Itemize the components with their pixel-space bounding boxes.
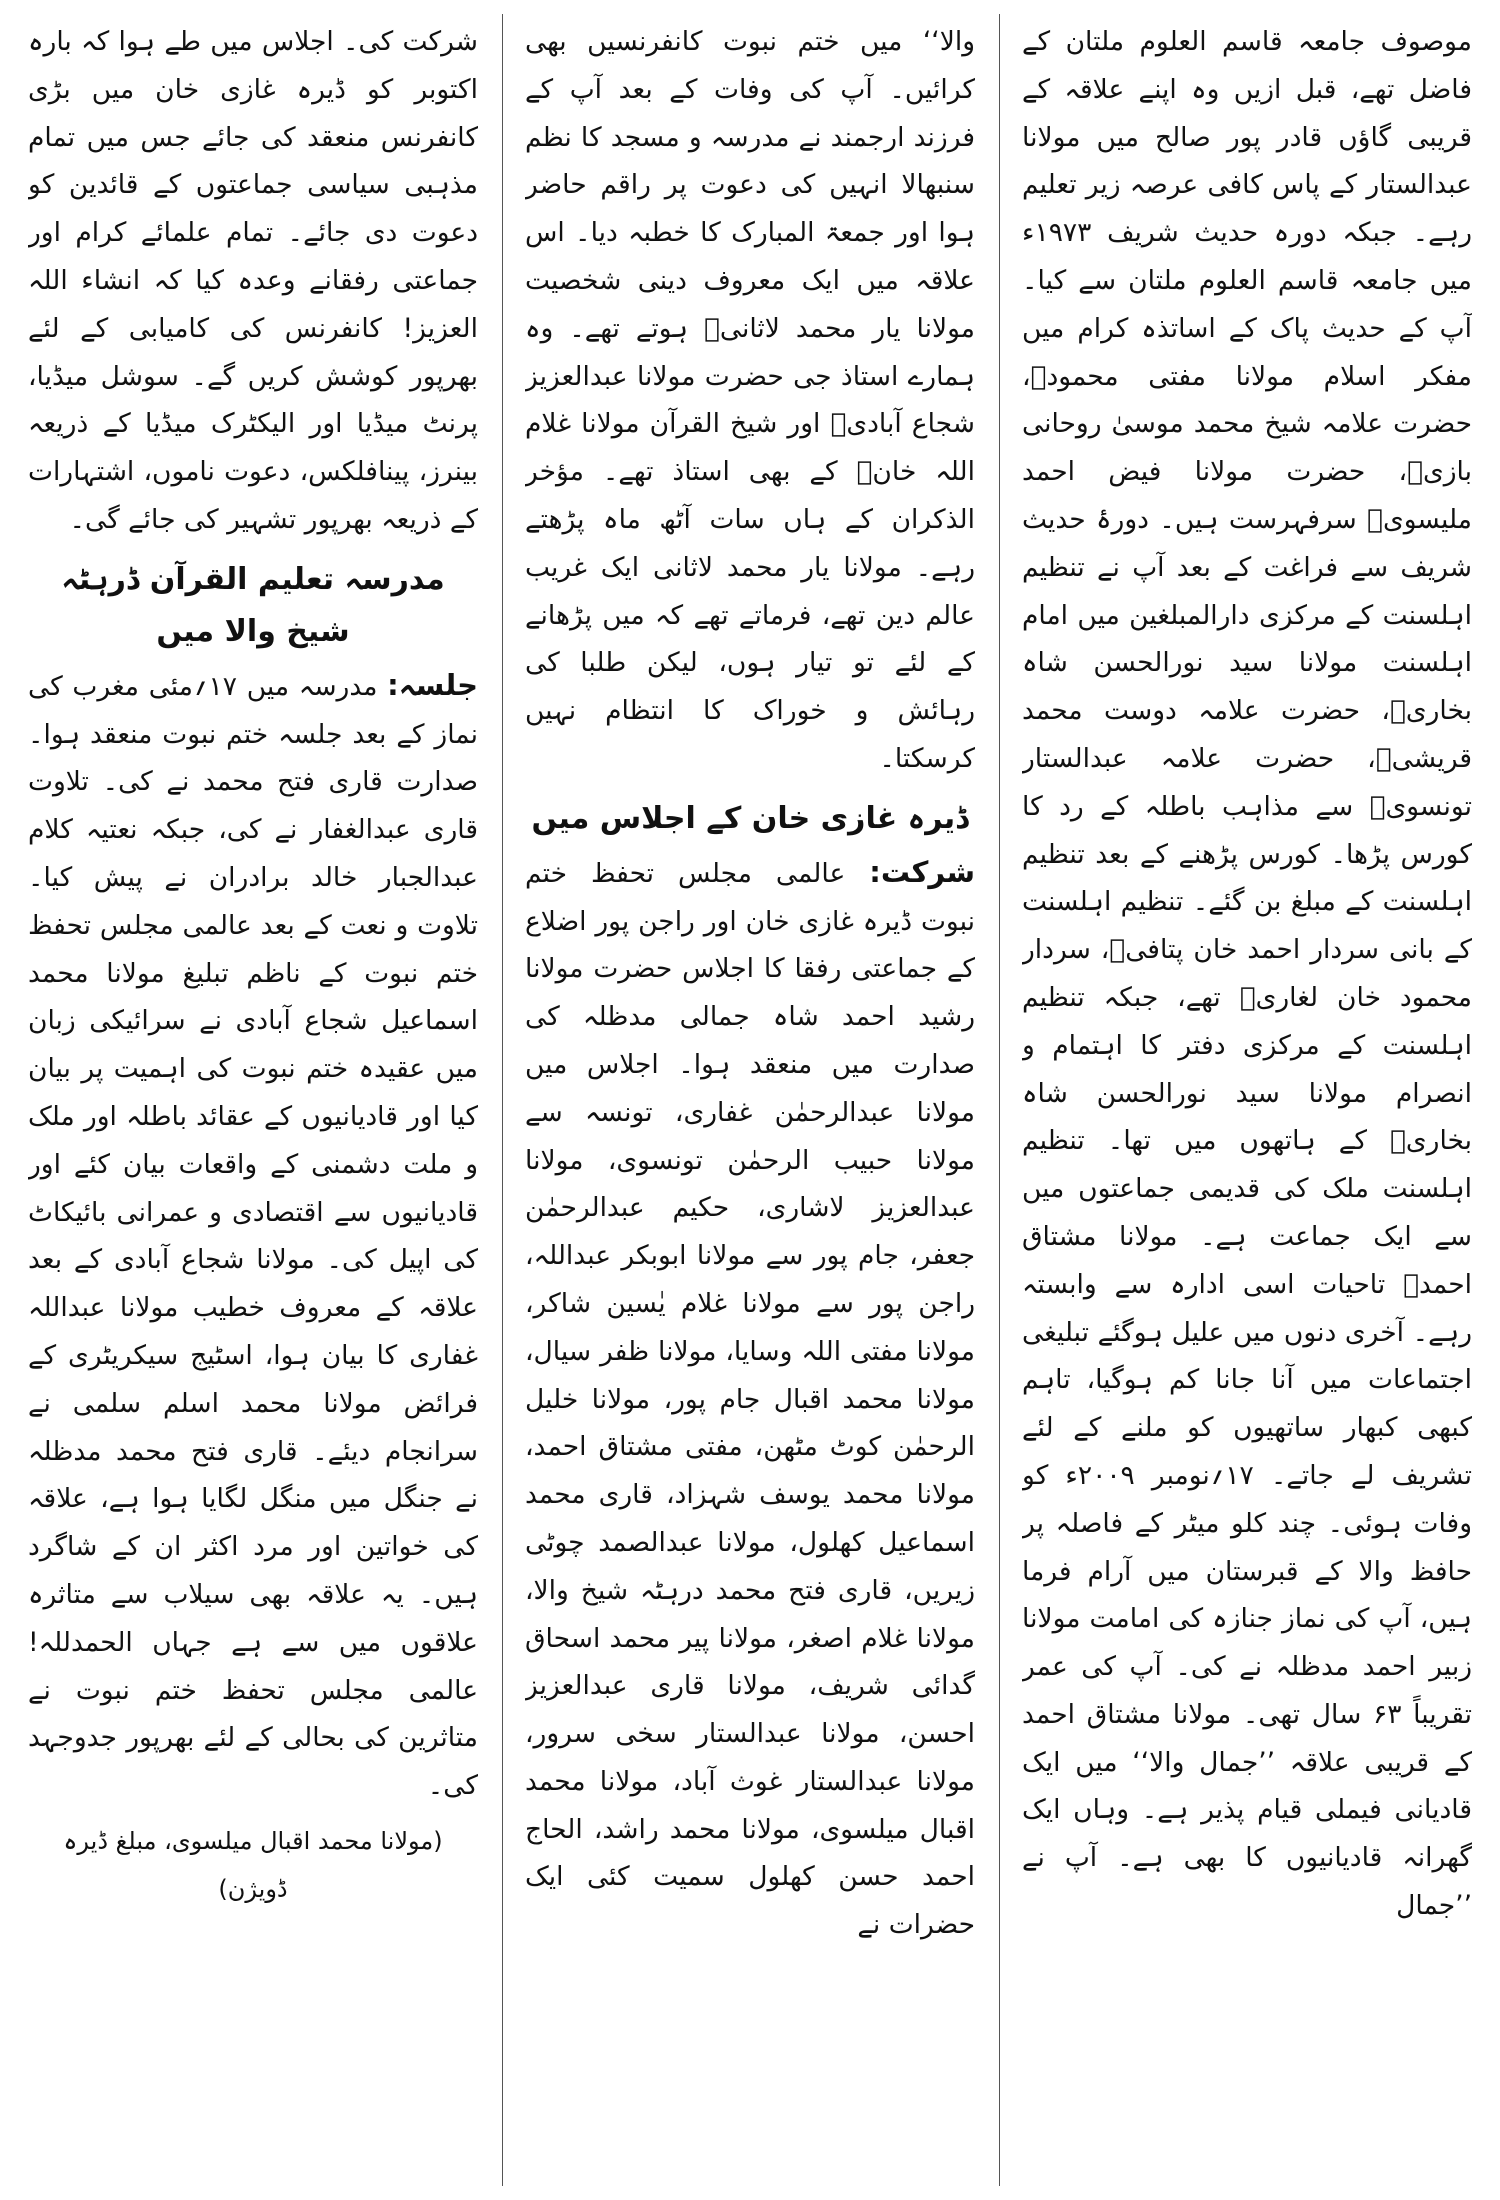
lead-word: جلسہ: (387, 667, 478, 702)
article-column-middle (525, 18, 975, 2190)
paragraph-body: عالمی مجلس تحفظ ختم نبوت ڈیرہ غازی خان اور راجن پور اضلاع کے جماعتی رفقا کا اجلاس حضرت مولانا رشید احمد شاہ جمالی مدظلہ کی صدارت میں منعقد ہوا۔ اجلاس میں مولانا عبدالرحمٰن غفاری، تونسہ سے مولانا حبیب الرحمٰن تونسوی، مولانا عبدالعزیز لاشاری، حکیم عبدالرحمٰن جعفر، جام پور سے مولانا ابوبکر عبداللہ، راجن پور سے مولانا غلام یٰسین شاکر، مولانا مفتی اللہ وسایا، مولانا ظفر سیال، مولانا محمد اقبال جام پور، مولانا خلیل الرحمٰن کوٹ مٹھن، مفتی مشتاق احمد، مولانا محمد یوسف شہزاد، قاری محمد اسماعیل کھلول، مولانا عبدالصمد چوٹی زیریں، قاری فتح محمد درہٹہ شیخ والا، مولانا غلام اصغر، مولانا پیر محمد اسحاق گدائی شریف، مولانا قاری عبدالعزیز احسن، مولانا عبدالستار سخی سرور، مولانا عبدالستار غوث آباد، مولانا محمد اقبال میلسوی، مولانا محمد راشد، الحاج احمد حسن کھلول سمیت کئی ایک حضرات نے (525, 857, 975, 1941)
column-divider (502, 14, 503, 2186)
article-column-left (28, 18, 478, 2190)
section-heading-dg-khan-meeting: ڈیرہ غازی خان کے اجلاس میں (531, 800, 969, 836)
column-middle-paragraph-2 (525, 849, 975, 1949)
column-divider (999, 14, 1000, 2186)
column-left-paragraph: شرکت کی۔ اجلاس میں طے ہوا کہ بارہ اکتوبر کو ڈیرہ غازی خان میں بڑی کانفرنس منعقد کی جائے جس میں تمام مذہبی سیاسی جماعتوں کے قائدین کو دعوت دی جائے۔ تمام علمائے کرام اور جماعتی رفقانے وعدہ کیا کہ انشاء اللہ العزیز! کانفرنس کی کامیابی کے لئے بھرپور کوشش کریں گے۔ سوشل میڈیا، پرنٹ میڈیا اور الیکٹرک میڈیا کے ذریعہ بینرز، پینافلکس، دعوت ناموں، اشتہارات کے ذریعہ بھرپور تشہیر کی جائے گی۔ (28, 26, 478, 535)
author-byline: (مولانا محمد اقبال میلسوی، مبلغ ڈیرہ ڈویژن) (63, 1826, 443, 1903)
column-middle-paragraph: والا‘‘ میں ختم نبوت کانفرنسیں بھی کرائیں۔ آپ کی وفات کے بعد آپ کے فرزند ارجمند نے مدرسہ و مسجد کا نظم سنبھالا انہیں کی دعوت پر راقم حاضر ہوا اور جمعۃ المبارک کا خطبہ دیا۔ اس علاقہ میں ایک معروف دینی شخصیت مولانا یار محمد لاثانیؒ ہوتے تھے۔ وہ ہمارے استاذ جی حضرت مولانا عبدالعزیز شجاع آبادیؒ اور شیخ القرآن مولانا غلام اللہ خانؒ کے بھی استاذ تھے۔ مؤخر الذکران کے ہاں سات آٹھ ماہ پڑھتے رہے۔ مولانا یار محمد لاثانی ایک غریب عالم دین تھے، فرماتے تھے کہ میں پڑھانے کے لئے تو تیار ہوں، لیکن طلبا کی رہائش و خوراک کا انتظام نہیں کرسکتا۔ (525, 26, 975, 774)
article-column-right (1022, 18, 1472, 2190)
column-right-paragraph: موصوف جامعہ قاسم العلوم ملتان کے فاضل تھے، قبل ازیں وہ اپنے علاقہ کے قریبی گاؤں قادر پور صالح میں مولانا عبدالستار کے پاس کافی عرصہ زیر تعلیم رہے۔ جبکہ دورہ حدیث شریف ۱۹۷۳ء میں جامعہ قاسم العلوم ملتان سے کیا۔ آپ کے حدیث پاک کے اساتذہ کرام میں مفکر اسلام مولانا مفتی محمودؒ، حضرت علامہ شیخ محمد موسیٰ روحانی بازیؒ، حضرت مولانا فیض احمد ملیسویؒ سرفہرست ہیں۔ دورۂ حدیث شریف سے فراغت کے بعد آپ نے تنظیم اہلسنت کے مرکزی دارالمبلغین میں امام اہلسنت مولانا سید نورالحسن شاہ بخاریؒ، حضرت علامہ دوست محمد قریشیؒ، حضرت علامہ عبدالستار تونسویؒ سے مذاہب باطلہ کے رد کا کورس پڑھا۔ کورس پڑھنے کے بعد تنظیم اہلسنت کے مبلغ بن گئے۔ تنظیم اہلسنت کے بانی سردار احمد خان پتافیؒ، سردار محمود خان لغاریؒ تھے، جبکہ تنظیم اہلسنت کے مرکزی دفتر کا اہتمام و انصرام مولانا سید نورالحسن شاہ بخاریؒ کے ہاتھوں میں تھا۔ تنظیم اہلسنت ملک کی قدیمی جماعتوں میں سے ایک جماعت ہے۔ مولانا مشتاق احمدؒ تاحیات اسی ادارہ سے وابستہ رہے۔ آخری دنوں میں علیل ہوگئے تبلیغی اجتماعات میں آنا جانا کم ہوگیا، تاہم کبھی کبھار ساتھیوں کو ملنے کے لئے تشریف لے جاتے۔ ۱۷؍نومبر ۲۰۰۹ء کو وفات ہوئی۔ چند کلو میٹر کے فاصلہ پر حافظ والا کے قبرستان میں آرام فرما ہیں، آپ کی نماز جنازہ کی امامت مولانا زبیر احمد مدظلہ نے کی۔ آپ کی عمر تقریباً ۶۳ سال تھی۔ مولانا مشتاق احمد کے قریبی علاقہ ’’جمال والا‘‘ میں ایک قادیانی فیملی قیام پذیر ہے۔ وہاں ایک گھرانہ قادیانیوں کا بھی ہے۔ آپ نے ’’جمال (1022, 26, 1472, 1922)
paragraph-body: مدرسہ میں ۱۷؍مئی مغرب کی نماز کے بعد جلسہ ختم نبوت منعقد ہوا۔ صدارت قاری فتح محمد نے کی۔ تلاوت قاری عبدالغفار نے کی، جبکہ نعتیہ کلام عبدالجبار خالد برادران نے پیش کیا۔ تلاوت و نعت کے بعد عالمی مجلس تحفظ ختم نبوت کے ناظم تبلیغ مولانا محمد اسماعیل شجاع آبادی نے سرائیکی زبان میں عقیدہ ختم نبوت کی اہمیت پر بیان کیا اور قادیانیوں کے عقائد باطلہ اور ملک و ملت دشمنی کے واقعات بیان کئے اور قادیانیوں سے اقتصادی و عمرانی بائیکاٹ کی اپیل کی۔ مولانا شجاع آبادی کے بعد علاقہ کے معروف خطیب مولانا عبداللہ غفاری کا بیان ہوا، اسٹیج سیکریٹری کے فرائض مولانا محمد اسلم سلمی نے سرانجام دیئے۔ قاری فتح محمد مدظلہ نے جنگل میں منگل لگایا ہوا ہے، علاقہ کی خواتین اور مرد اکثر ان کے شاگرد ہیں۔ یہ علاقہ بھی سیلاب سے متاثرہ علاقوں میں سے ہے جہاں الحمدللہ! عالمی مجلس تحفظ ختم نبوت نے متاثرین کی بحالی کے لئے بھرپور جدوجہد کی۔ (28, 670, 478, 1802)
section-heading-madrasa: مدرسہ تعلیم القرآن ڈرہٹہ شیخ والا میں (61, 561, 445, 649)
lead-word: شرکت: (869, 854, 975, 889)
column-left-paragraph-2 (28, 662, 478, 1810)
